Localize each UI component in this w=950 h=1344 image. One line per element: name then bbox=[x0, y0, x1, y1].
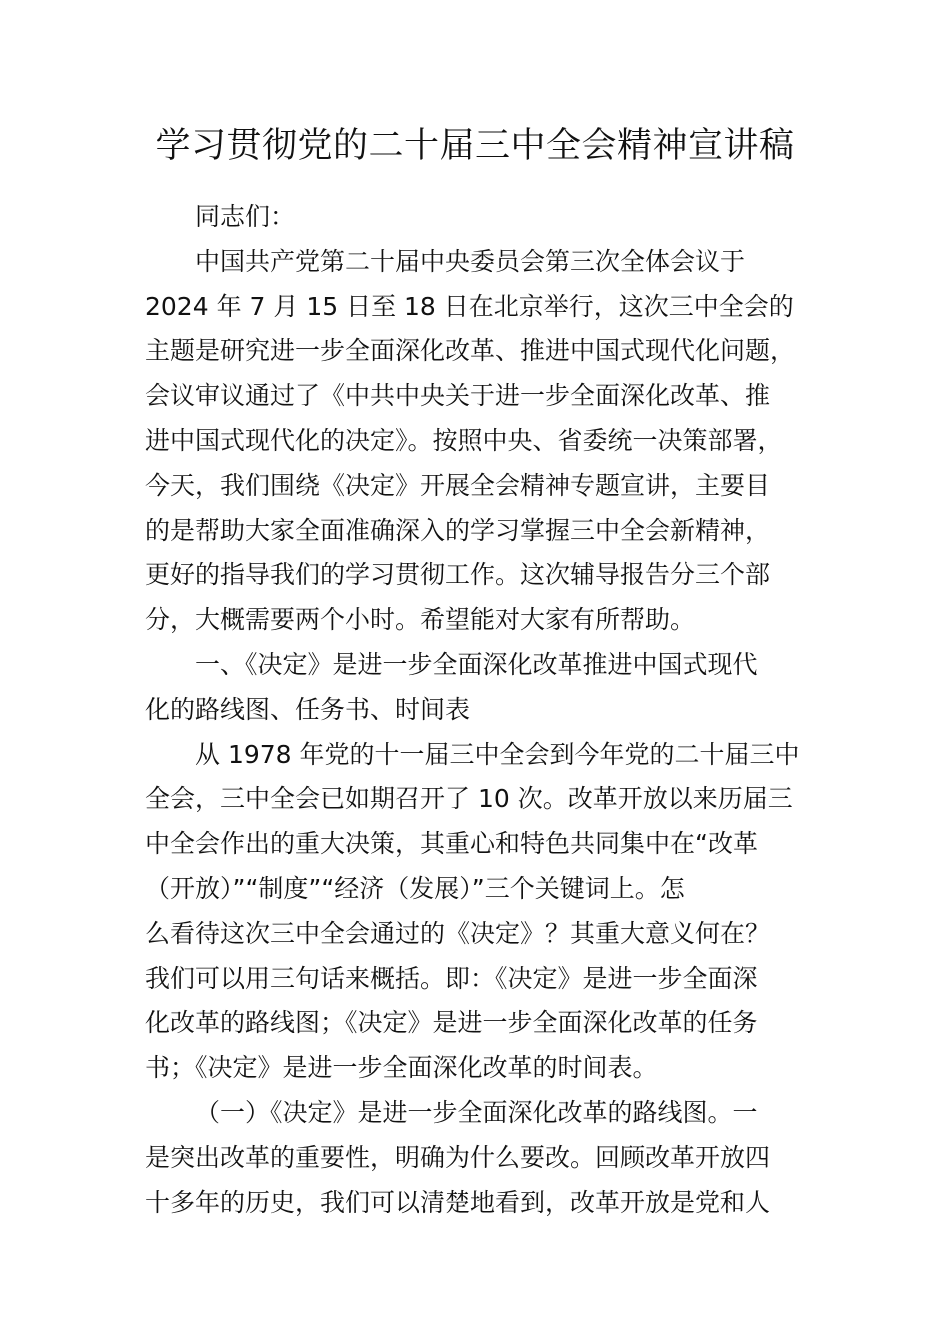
text-line: 书；《决定》是进一步全面深化改革的时间表。 bbox=[145, 1053, 658, 1083]
text-line: （开放）”“制度”“经济（发展）”三个关键词上。怎 bbox=[145, 873, 685, 903]
text-line: 分，大概需要两个小时。希望能对大家有所帮助。 bbox=[145, 605, 696, 635]
text-line: 进中国式现代化的决定》。按照中央、省委统一决策部署， bbox=[145, 425, 783, 455]
text-line: 今天，我们围绕《决定》开展全会精神专题宣讲，主要目 bbox=[145, 470, 771, 500]
text-line: 一、《决定》是进一步全面深化改革推进中国式现代 bbox=[195, 649, 758, 679]
text-line: 2024 年 7 月 15 日至 18 日在北京举行，这次三中全会的 bbox=[145, 291, 794, 321]
text-line: 十多年的历史，我们可以清楚地看到，改革开放是党和人 bbox=[145, 1187, 771, 1217]
text-line: 从 1978 年党的十一届三中全会到今年党的二十届三中 bbox=[195, 739, 800, 769]
text-line: 化改革的路线图；《决定》是进一步全面深化改革的任务 bbox=[145, 1008, 758, 1038]
text-line: 中国共产党第二十届中央委员会第三次全体会议于 bbox=[195, 246, 746, 276]
text-line: 的是帮助大家全面准确深入的学习掌握三中全会新精神， bbox=[145, 515, 771, 545]
text-line: 么看待这次三中全会通过的《决定》？其重大意义何在？ bbox=[145, 918, 771, 948]
text-line: 化的路线图、任务书、时间表 bbox=[145, 694, 471, 724]
document-body bbox=[145, 195, 817, 1225]
text-line: 是突出改革的重要性，明确为什么要改。回顾改革开放四 bbox=[145, 1142, 771, 1172]
document-title: 学习贯彻党的二十届三中全会精神宣讲稿 bbox=[155, 126, 795, 166]
text-line: （一）《决定》是进一步全面深化改革的路线图。一 bbox=[195, 1097, 758, 1127]
text-line: 主题是研究进一步全面深化改革、推进中国式现代化问题， bbox=[145, 336, 796, 366]
text-line: 全会，三中全会已如期召开了 10 次。改革开放以来历届三 bbox=[145, 784, 793, 814]
text-line: 同志们： bbox=[195, 202, 296, 231]
text-line: 会议审议通过了《中共中央关于进一步全面深化改革、推 bbox=[145, 381, 771, 411]
text-line: 我们可以用三句话来概括。即：《决定》是进一步全面深 bbox=[145, 963, 758, 993]
text-line: 中全会作出的重大决策，其重心和特色共同集中在“改革 bbox=[145, 829, 758, 859]
text-line: 更好的指导我们的学习贯彻工作。这次辅导报告分三个部 bbox=[145, 560, 771, 590]
